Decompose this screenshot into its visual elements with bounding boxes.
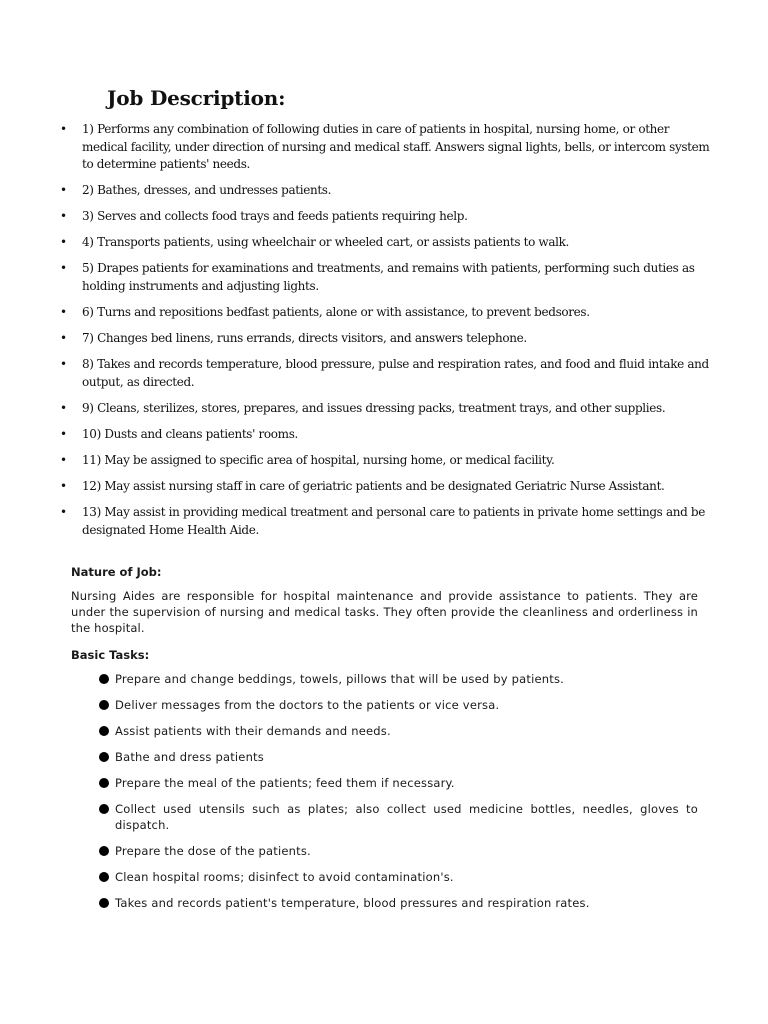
filled-circle-bullet-icon (99, 898, 109, 908)
task-item (71, 697, 698, 713)
bullet-icon: • (60, 304, 67, 319)
bullet-icon: • (60, 122, 67, 136)
bullet-icon: • (60, 357, 67, 372)
bullet-icon: • (60, 209, 67, 224)
job-description-title: Job Description: (107, 86, 286, 110)
list-item (60, 356, 710, 391)
bullet-icon: • (60, 235, 67, 250)
list-item-text: 9) Cleans, sterilizes, stores, prepares, and issues dressing packs, treatment trays, and other supplies. (82, 400, 666, 415)
list-item (60, 426, 710, 444)
list-item (60, 304, 710, 322)
list-item-text: 7) Changes bed linens, runs errands, directs visitors, and answers telephone. (82, 331, 527, 346)
bullet-icon: • (60, 331, 67, 346)
task-item (71, 775, 698, 791)
task-item (71, 749, 698, 765)
list-item-text: 3) Serves and collects food trays and feeds patients requiring help. (82, 209, 468, 224)
task-item-text: Prepare and change beddings, towels, pillows that will be used by patients. (115, 671, 564, 686)
list-item-text: 12) May assist nursing staff in care of geriatric patients and be designated Geriatric Nurse Assistant. (82, 479, 665, 494)
job-description-list (60, 121, 710, 548)
list-item-text: 10) Dusts and cleans patients' rooms. (82, 426, 298, 441)
task-item (71, 869, 698, 885)
filled-circle-bullet-icon (99, 726, 109, 736)
task-item (71, 895, 698, 911)
task-item-text: Bathe and dress patients (115, 749, 264, 764)
task-item-text: Takes and records patient's temperature, blood pressures and respiration rates. (115, 895, 590, 910)
task-item (71, 723, 698, 739)
task-item (71, 843, 698, 859)
basic-tasks-heading: Basic Tasks: (71, 647, 150, 662)
filled-circle-bullet-icon (99, 674, 109, 684)
bullet-icon: • (60, 261, 67, 276)
list-item-text: 4) Transports patients, using wheelchair or wheeled cart, or assists patients to walk. (82, 235, 570, 250)
list-item (60, 478, 710, 496)
list-item (60, 400, 710, 418)
bullet-icon: • (60, 400, 67, 415)
bullet-icon: • (60, 183, 67, 198)
task-item-text: Prepare the dose of the patients. (115, 843, 311, 858)
list-item-text: 1) Performs any combination of following duties in care of patients in hospital, nursing home, or other medical facility, under direction of nursing and medical staff. Answers signal lights, bells, or intercom system to determine patients' needs. (82, 122, 710, 171)
bullet-icon: • (60, 426, 67, 441)
basic-tasks-list (71, 671, 698, 911)
list-item-text: 8) Takes and records temperature, blood pressure, pulse and respiration rates, and food and fluid intake and output, as directed. (82, 357, 709, 389)
list-item (60, 208, 710, 226)
list-item (60, 452, 710, 470)
filled-circle-bullet-icon (99, 752, 109, 762)
filled-circle-bullet-icon (99, 778, 109, 788)
task-item-text: Assist patients with their demands and needs. (115, 723, 391, 738)
list-item (60, 121, 710, 174)
bullet-icon: • (60, 479, 67, 494)
list-item (60, 260, 710, 295)
task-item-text: Prepare the meal of the patients; feed them if necessary. (115, 775, 455, 790)
bullet-icon: • (60, 505, 67, 520)
nature-of-job-heading: Nature of Job: (71, 565, 162, 579)
list-item-text: 2) Bathes, dresses, and undresses patients. (82, 183, 332, 198)
list-item (60, 234, 710, 252)
list-item (60, 330, 710, 348)
bullet-icon: • (60, 452, 67, 467)
filled-circle-bullet-icon (99, 872, 109, 882)
filled-circle-bullet-icon (99, 700, 109, 710)
task-item (71, 671, 698, 687)
task-item (71, 801, 698, 833)
task-item-text: Clean hospital rooms; disinfect to avoid contamination's. (115, 869, 454, 884)
task-item-text: Collect used utensils such as plates; also collect used medicine bottles, needles, gloves to dispatch. (115, 801, 698, 832)
list-item-text: 11) May be assigned to specific area of hospital, nursing home, or medical facility. (82, 452, 555, 467)
task-item-text: Deliver messages from the doctors to the patients or vice versa. (115, 697, 500, 712)
filled-circle-bullet-icon (99, 846, 109, 856)
list-item-text: 5) Drapes patients for examinations and treatments, and remains with patients, performing such duties as holding instruments and adjusting lights. (82, 261, 695, 293)
filled-circle-bullet-icon (99, 804, 109, 814)
list-item-text: 6) Turns and repositions bedfast patients, alone or with assistance, to prevent bedsores. (82, 304, 590, 319)
list-item (60, 504, 710, 539)
list-item (60, 182, 710, 200)
list-item-text: 13) May assist in providing medical treatment and personal care to patients in private home settings and be designated Home Health Aide. (82, 505, 706, 537)
nature-and-tasks-section (71, 564, 698, 921)
nature-of-job-text: Nursing Aides are responsible for hospital maintenance and provide assistance to patients. They are under the supervision of nursing and medical tasks. They often provide the cleanliness and orderliness in the hospital. (71, 589, 698, 636)
